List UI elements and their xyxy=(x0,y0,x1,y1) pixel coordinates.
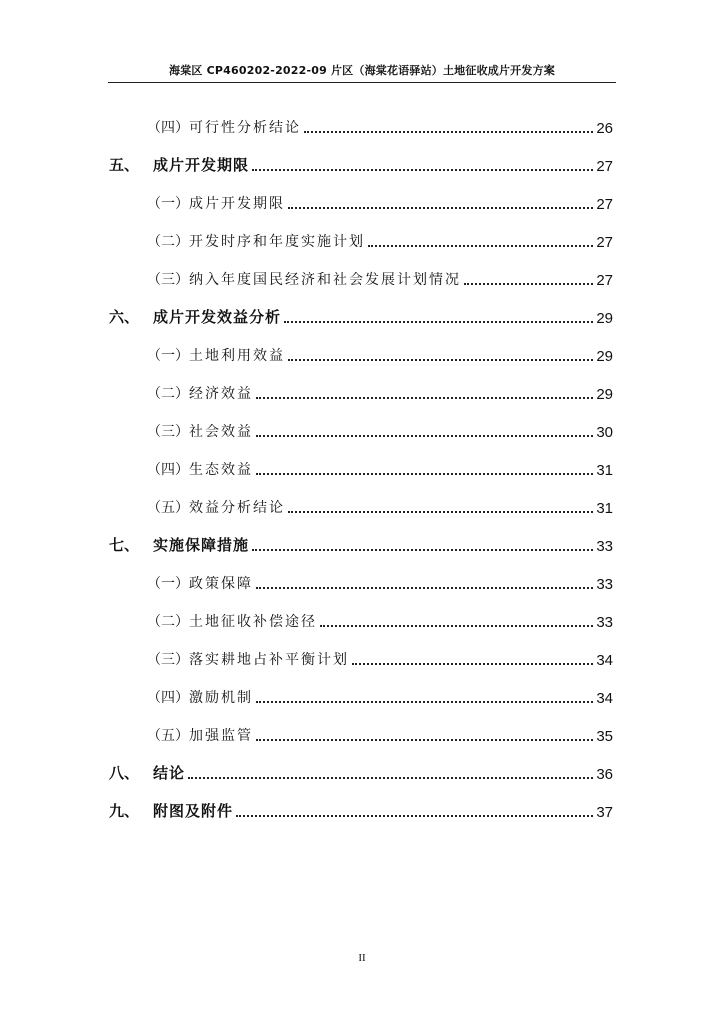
toc-entry-number: （三） xyxy=(147,272,189,288)
dot-leader xyxy=(368,245,593,247)
toc-entry-number: （一） xyxy=(147,576,189,592)
toc-entry-page: 34 xyxy=(596,690,613,707)
toc-entry[interactable] xyxy=(147,193,613,213)
toc-entry-number: （二） xyxy=(147,614,189,630)
toc-entry-title: 激励机制 xyxy=(189,690,253,706)
dot-leader xyxy=(320,625,593,627)
toc-entry[interactable] xyxy=(147,611,613,631)
toc-entry-number: （五） xyxy=(147,500,189,516)
toc-entry-title: 成片开发期限 xyxy=(189,196,285,212)
dot-leader xyxy=(256,701,593,703)
dot-leader xyxy=(284,321,593,323)
toc-chapter[interactable] xyxy=(109,155,613,175)
toc-chapter-title: 附图及附件 xyxy=(153,802,234,820)
toc-entry-page: 35 xyxy=(596,728,613,745)
toc-chapter[interactable] xyxy=(109,763,613,783)
toc-entry-page: 31 xyxy=(596,462,613,479)
toc-chapter-number: 六、 xyxy=(109,308,140,326)
toc-entry-page: 30 xyxy=(596,424,613,441)
toc-entry-title: 可行性分析结论 xyxy=(189,120,301,136)
page-number: II xyxy=(358,952,366,964)
toc-entry-page: 27 xyxy=(596,196,613,213)
dot-leader xyxy=(288,359,593,361)
toc-entry-page: 31 xyxy=(596,500,613,517)
toc-chapter-number: 九、 xyxy=(109,802,140,820)
toc-chapter-page: 29 xyxy=(596,310,613,327)
toc-chapter-number: 七、 xyxy=(109,536,140,554)
toc-chapter-page: 33 xyxy=(596,538,613,555)
toc-entry-title: 经济效益 xyxy=(189,386,253,402)
toc-entry-title: 效益分析结论 xyxy=(189,500,285,516)
toc-entry-page: 27 xyxy=(596,272,613,289)
toc-entry[interactable] xyxy=(147,269,613,289)
toc-chapter-page: 37 xyxy=(596,804,613,821)
toc-chapter-title: 成片开发期限 xyxy=(153,156,250,174)
toc-entry-page: 29 xyxy=(596,348,613,365)
dot-leader xyxy=(188,777,593,779)
toc-entry-page: 34 xyxy=(596,652,613,669)
toc-entry-number: （二） xyxy=(147,386,189,402)
toc-entry-title: 开发时序和年度实施计划 xyxy=(189,234,365,250)
toc-entry[interactable] xyxy=(147,497,613,517)
toc-chapter-page: 36 xyxy=(596,766,613,783)
dot-leader xyxy=(256,739,593,741)
toc-entry-number: （二） xyxy=(147,234,189,250)
toc-chapter-page: 27 xyxy=(596,158,613,175)
toc-entry-title: 社会效益 xyxy=(189,424,253,440)
toc-entry-number: （四） xyxy=(147,690,189,706)
toc-chapter[interactable] xyxy=(109,801,613,821)
toc-chapter-title: 结论 xyxy=(153,764,186,782)
toc-chapter-title: 实施保障措施 xyxy=(153,536,250,554)
toc-entry[interactable] xyxy=(147,725,613,745)
toc-entry-number: （一） xyxy=(147,348,189,364)
toc-entry-title: 政策保障 xyxy=(189,576,253,592)
toc-entry-number: （三） xyxy=(147,652,189,668)
toc-chapter[interactable] xyxy=(109,307,613,327)
dot-leader xyxy=(304,131,593,133)
dot-leader xyxy=(352,663,593,665)
toc-entry-number: （四） xyxy=(147,120,189,136)
dot-leader xyxy=(288,207,593,209)
dot-leader xyxy=(288,511,593,513)
toc-entry-number: （三） xyxy=(147,424,189,440)
toc-entry[interactable] xyxy=(147,345,613,365)
toc-chapter-number: 八、 xyxy=(109,764,140,782)
toc-chapter[interactable] xyxy=(109,535,613,555)
dot-leader xyxy=(464,283,593,285)
toc-entry[interactable] xyxy=(147,231,613,251)
toc-entry-page: 27 xyxy=(596,234,613,251)
dot-leader xyxy=(256,397,593,399)
dot-leader xyxy=(256,473,593,475)
toc-entry[interactable] xyxy=(147,687,613,707)
toc-entry-title: 纳入年度国民经济和社会发展计划情况 xyxy=(189,272,461,288)
toc-chapter-number: 五、 xyxy=(109,156,140,174)
toc-entry-page: 26 xyxy=(596,120,613,137)
running-header: 海棠区 CP460202-2022-09 片区（海棠花语驿站）土地征收成片开发方案 xyxy=(108,62,616,83)
toc-entry-title: 落实耕地占补平衡计划 xyxy=(189,652,349,668)
toc-entry-page: 33 xyxy=(596,576,613,593)
dot-leader xyxy=(252,549,593,551)
toc-entry-page: 33 xyxy=(596,614,613,631)
dot-leader xyxy=(236,815,593,817)
toc-entry-number: （五） xyxy=(147,728,189,744)
dot-leader xyxy=(256,435,593,437)
toc-entry[interactable] xyxy=(147,649,613,669)
toc-entry-title: 生态效益 xyxy=(189,462,253,478)
toc-entry[interactable] xyxy=(147,573,613,593)
toc-entry[interactable] xyxy=(147,117,613,137)
toc-entry-number: （一） xyxy=(147,196,189,212)
toc-entry-number: （四） xyxy=(147,462,189,478)
toc-entry-title: 土地利用效益 xyxy=(189,348,285,364)
toc-entry[interactable] xyxy=(147,383,613,403)
toc-entry[interactable] xyxy=(147,459,613,479)
dot-leader xyxy=(252,169,593,171)
toc-entry[interactable] xyxy=(147,421,613,441)
toc-entry-page: 29 xyxy=(596,386,613,403)
toc-entry-title: 土地征收补偿途径 xyxy=(189,614,317,630)
toc-entry-title: 加强监管 xyxy=(189,728,253,744)
dot-leader xyxy=(256,587,593,589)
toc-chapter-title: 成片开发效益分析 xyxy=(153,308,282,326)
